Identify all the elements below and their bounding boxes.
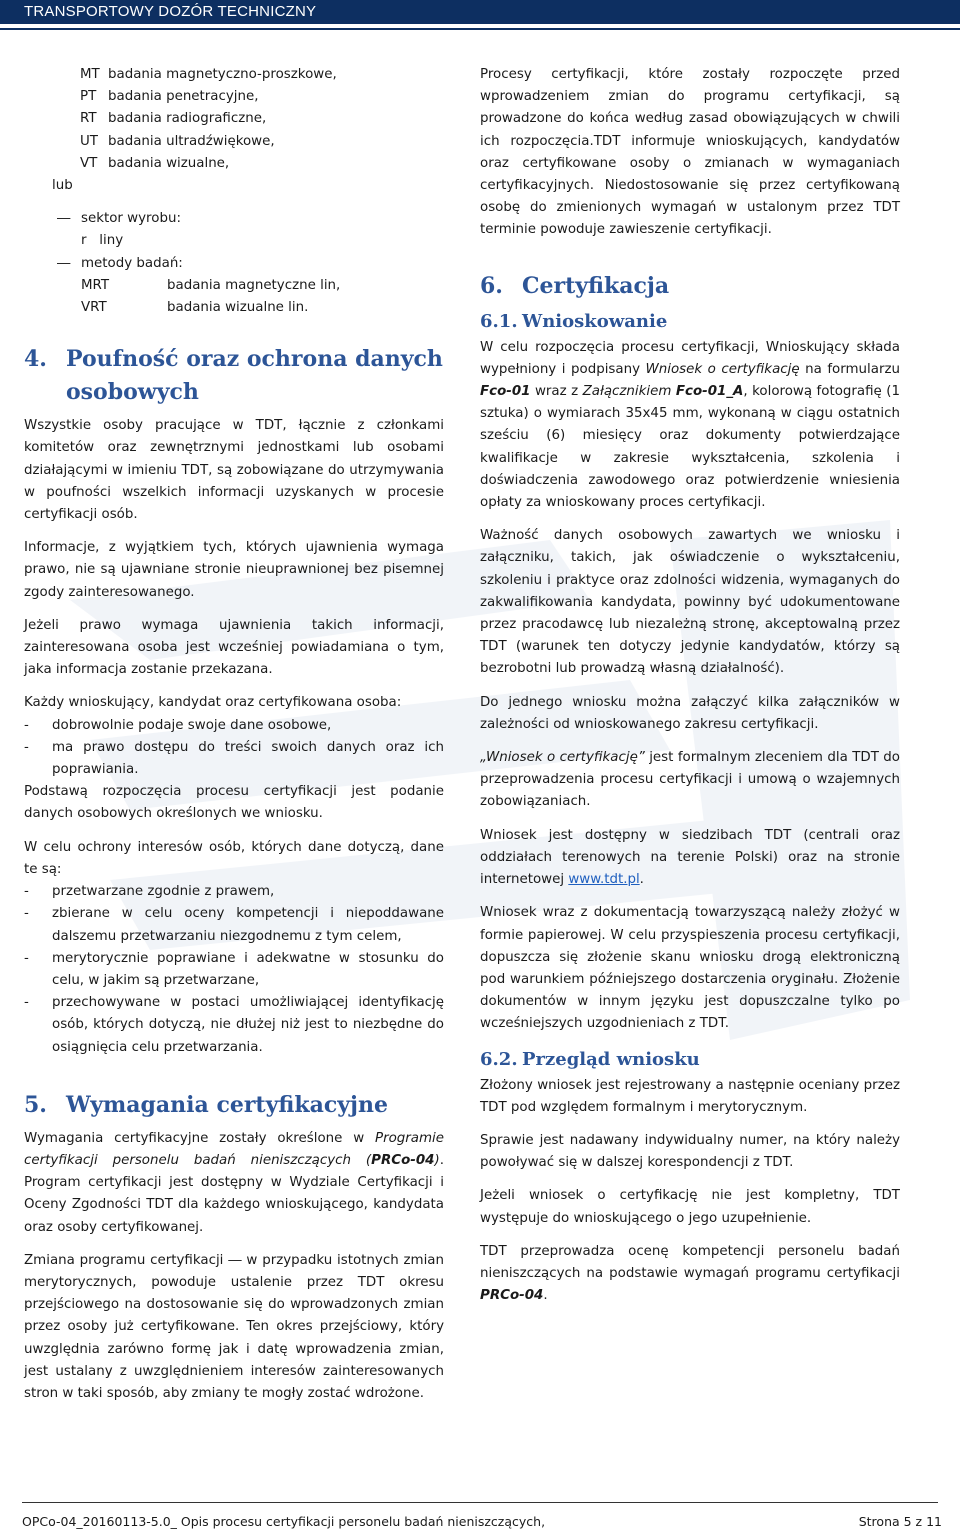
footer-document-id: OPCo-04_20160113-5.0_ Opis procesu certyfikacji personelu badań nieniszczących, [22,1514,546,1529]
section-heading-4: 4. Poufność oraz ochrona danych osobowych [24,346,443,406]
section-heading-6: 6. Certyfikacja [480,272,670,299]
header-title: TRANSPORTOWY DOZÓR TECHNICZNY [24,3,317,20]
paragraph: Do jednego wniosku można załączyć kilka załączników w zależności od wnioskowanego zakresu certyfikacji. [480,694,900,732]
footer-divider [22,1502,938,1503]
list-item: MRT badania magnetyczne lin, [81,277,341,293]
paragraph: Wniosek jest dostępny w siedzibach TDT (centrali oraz oddziałach terenowych na terenie Polski) oraz na stronie internetowej www.tdt.pl. [480,827,900,888]
subsection-heading-6-2: 6.2. Przegląd wniosku [480,1048,700,1070]
page-footer [22,1514,942,1529]
subsection-heading-6-1: 6.1. Wnioskowanie [480,310,668,332]
section-heading-5: 5. Wymagania certyfikacyjne [24,1091,388,1118]
tdt-website-link[interactable]: www.tdt.pl [568,872,640,888]
sector-value: r liny [81,233,124,249]
list-item: - merytorycznie poprawiane i adekwatne w stosunku do celu, w jakim są przetwarzane, [24,950,444,988]
paragraph: TDT przeprowadza ocenę kompetencji personelu badań nieniszczących na podstawie wymagań programu certyfikacji PRCo-04. [480,1243,900,1304]
paragraph: Ważność danych osobowych zawartych we wniosku i załączniku, takich, jak oświadczenie o wykształceniu, szkoleniu i praktyce oraz zdolności widzenia, wymaganych do zakwalifikowania kandydata, powinny być udokumentowane przez pracodawcę lub niezależną stronę, akceptowalną przez TDT (warunek ten dotyczy jedynie kandydatów, którzy są bezrobotni lub prowadzą własną działalność). [480,528,900,677]
page-header [0,0,960,24]
list-item: MT badania magnetyczno-proszkowe, [80,67,337,82]
list-item: PT badania penetracyjne, [80,89,259,105]
right-column [480,64,900,1318]
paragraph: Informacje, z wyjątkiem tych, których ujawnienia wymaga prawo, nie są ujawniane stronie nieuprawnionej bez pisemnej zgody zainteresowanego. [24,540,444,600]
list-item: VRT badania wizualne lin. [81,300,309,316]
footer-page-number: Strona 5 z 11 [858,1514,942,1529]
header-divider [0,28,960,30]
list-item: - przechowywane w postaci umożliwiającej identyfikację osób, których dotyczą, nie dłużej niż jest to niezbędne do osiągnięcia celu przetwarzania. [24,995,444,1055]
rights-list [24,715,444,782]
sector-block [57,208,444,319]
left-column [24,64,444,1416]
paragraph: Sprawie jest nadawany indywidualny numer, na który należy powoływać się w dalszej korespondencji z TDT. [480,1132,900,1171]
paragraph: Jeżeli wniosek o certyfikację nie jest kompletny, TDT występuje do wnioskującego o jego uzupełnienie. [480,1188,900,1226]
dash-mark: ― [57,255,71,271]
paragraph: Zmiana programu certyfikacji ― w przypadku istotnych zmian merytorycznych, powoduje ustalenie przez TDT okresu przejściowego na dostosowanie się do wprowadzonych zmian przez osoby już certyfikowane. Ten okres przejściowy, który uwzględnia zarówno formę jak i datę wprowadzenia zmian, jest ustalany z uwzględnieniem interesów zainteresowanych stron w taki sposób, aby zmiany te mogły zostać wdrożone. [24,1252,444,1401]
list-item: - zbierane w celu oceny kompetencji i niepoddawane dalszemu przetwarzaniu niezgodnemu z tym celem, [24,906,444,944]
paragraph: W celu rozpoczęcia procesu certyfikacji, Wnioskujący składa wypełniony i podpisany Wniosek o certyfikację na formularzu Fco-01 wraz z Załącznikiem Fco-01_A, kolorową fotografię (1 sztuka) o wymiarach 35x45 mm, wykonaną w ciągu ostatnich sześciu (6) miesięcy oraz dokumenty potwierdzające kwalifikacje w zakresie wykształcenia, szkolenia i doświadczenia zawodowego oraz potwierdzenie wniesienia opłaty za wnioskowany proces certyfikacji. [480,339,900,511]
list-item: VT badania wizualne, [80,155,230,171]
paragraph: Złożony wniosek jest rejestrowany a następnie oceniany przez TDT pod względem formalnym i merytorycznym. [480,1077,900,1115]
methods-label-row: ― metody badań: [57,253,444,275]
paragraph: Jeżeli prawo wymaga ujawnienia takich informacji, zainteresowana osoba jest wcześniej powiadamiana o tym, jaka informacja zostanie przekazana. [24,617,444,678]
list-item: RT badania radiograficzne, [80,111,267,127]
sector-label-row: ― sektor wyrobu: [57,208,444,230]
dash-mark: ― [57,211,71,227]
paragraph: Wniosek wraz z dokumentacją towarzyszącą należy złożyć w formie papierowej. W celu przyspieszenia procesu certyfikacji, dopuszcza się złożenie skanu wniosku drogą elektroniczną pod warunkiem późniejszego dostarczenia oryginału. Złożenie dokumentów w innym języku jest dopuszczalne tylko po wcześniejszych uzgodnieniach z TDT. [480,905,900,1032]
list-item: - dobrowolnie podaje swoje dane osobowe, [24,717,332,733]
paragraph: Wymagania certyfikacyjne zostały określone w Programie certyfikacji personelu badań nieniszczących (PRCo-04). Program certyfikacji jest dostępny w Wydziale Certyfikacji i Oceny Zgodności TDT dla każdego wnioskującego, kandydata oraz osoby certyfikowanej. [24,1130,444,1235]
paragraph: Podstawą rozpoczęcia procesu certyfikacji jest podanie danych osobowych określonych we wniosku. [24,784,444,822]
paragraph: Wszystkie osoby pracujące w TDT, łącznie z członkami komitetów oraz zewnętrznymi jednostkami lub osobami działającymi w imieniu TDT, są zobowiązane do utrzymywania w poufności wszelkich informacji uzyskanych w procesie certyfikacji osób. [24,418,444,523]
paragraph: Procesy certyfikacji, które zostały rozpoczęte przed wprowadzeniem zmian do programu certyfikacji, są prowadzone do końca według zasad obowiązujących w chwili ich rozpoczęcia.TDT informuje wnioskujących, kandydatów oraz certyfikowane osoby o zmianach w wymaganiach certyfikacyjnych. Niedostosowanie się przez certyfikowaną osobę do zmienionych wymagań w ustalonym przez TDT terminie powoduje zawieszenie certyfikacji. [480,67,900,238]
paragraph: „Wniosek o certyfikację” jest formalnym zleceniem dla TDT do przeprowadzenia procesu certyfikacji i umową o wzajemnych zobowiązaniach. [480,750,900,810]
list-item: - przetwarzane zgodnie z prawem, [24,884,275,900]
paragraph: W celu ochrony interesów osób, których dane dotyczą, dane te są: [24,839,444,877]
or-word: lub [52,178,73,194]
list-item: UT badania ultradźwiękowe, [80,133,275,149]
paragraph: Każdy wnioskujący, kandydat oraz certyfikowana osoba: [24,695,402,711]
data-processing-list [24,881,444,1059]
methods-list [80,64,444,175]
list-item: - ma prawo dostępu do treści swoich danych oraz ich poprawiania. [24,739,444,778]
